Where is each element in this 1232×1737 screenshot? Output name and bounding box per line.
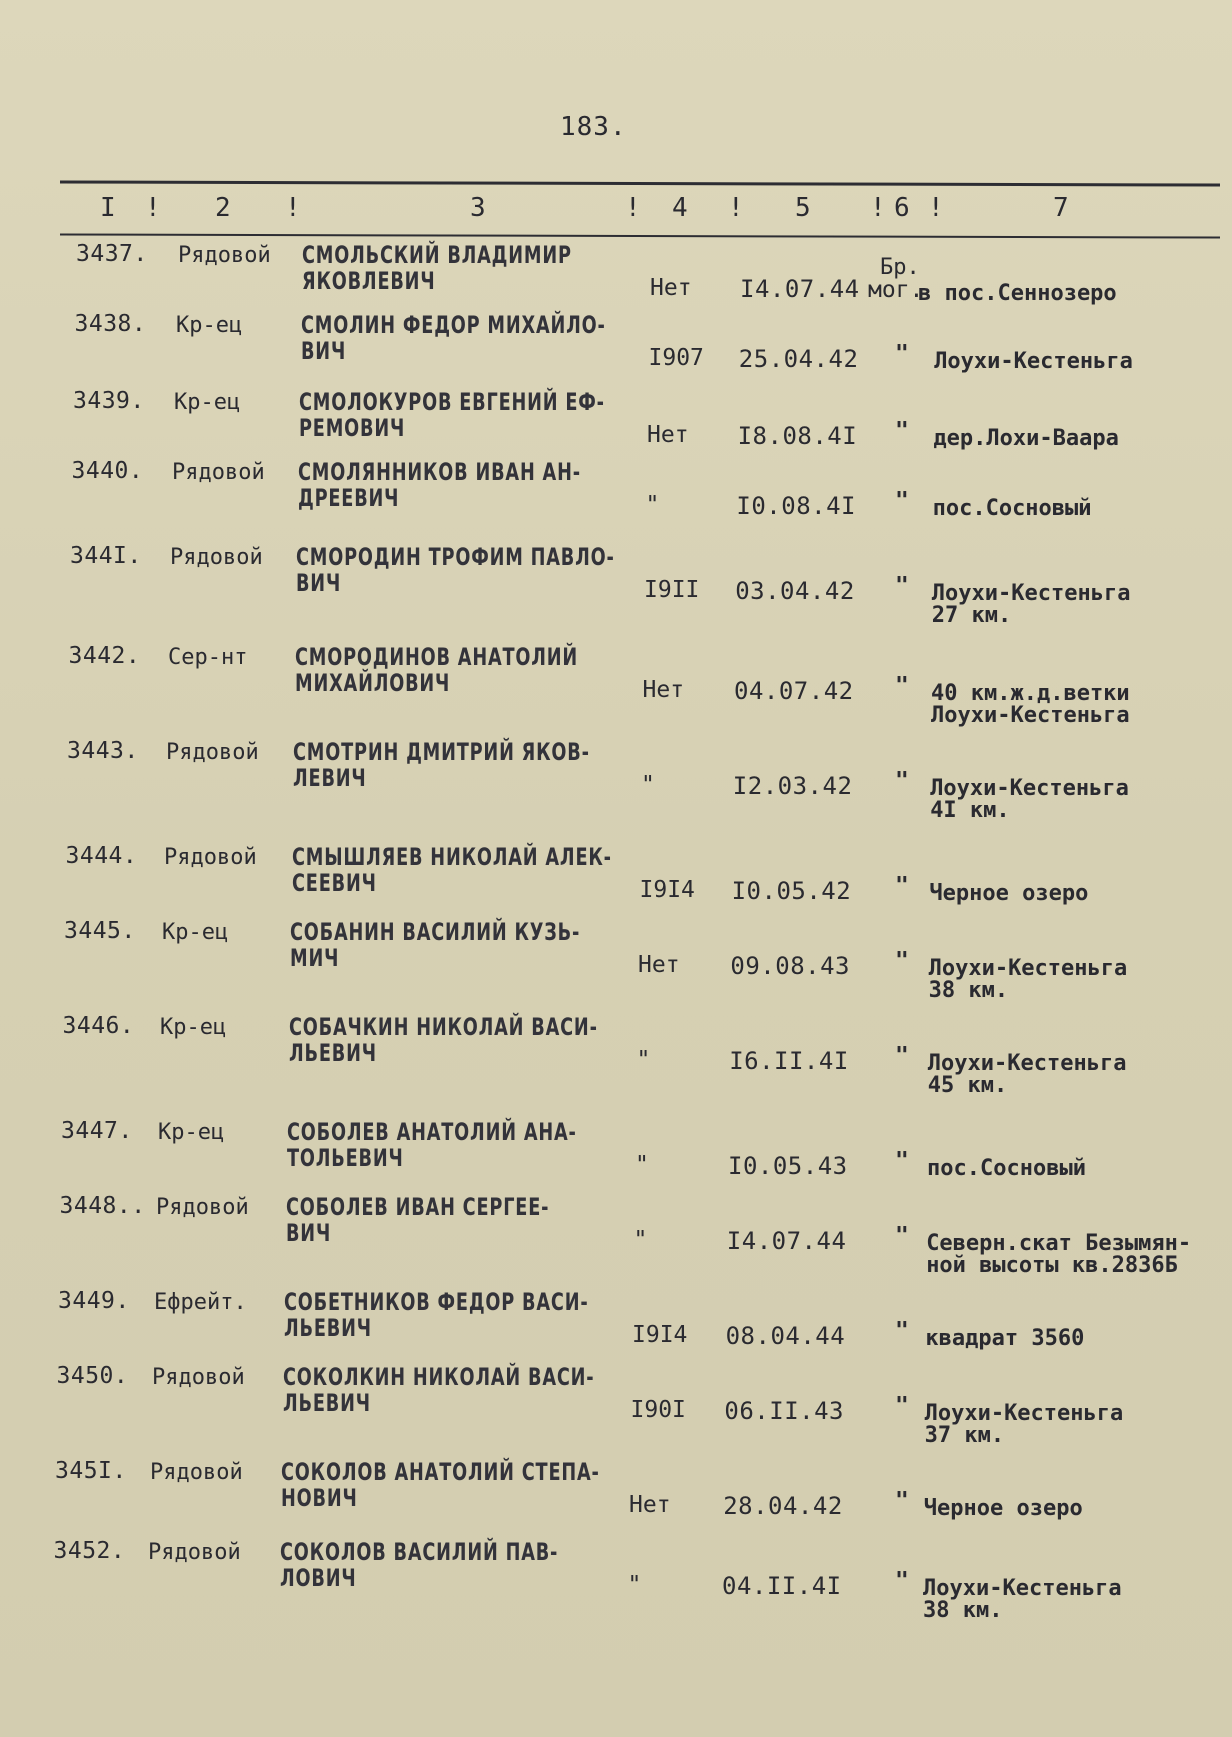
record-rank: Рядовой [152,1365,245,1390]
record-death-date: I6.II.4I [729,1047,849,1075]
record-rank: Рядовой [172,460,265,485]
record-burial-type: " [895,948,909,974]
record-row [0,313,1232,393]
record-burial-place: Черное озеро [929,881,1089,906]
record-death-date: I0.05.42 [731,877,852,905]
record-burial-place-line2: ной высоты кв.2836Б [926,1253,1178,1278]
record-name-line2: ВИЧ [285,1219,331,1247]
record-burial-type: " [895,1393,909,1419]
record-death-date: I0.05.43 [728,1152,848,1180]
record-row [0,738,1232,823]
column-separator: ! [728,193,744,223]
record-birth-year: Нет [642,677,685,703]
record-rank: Кр-ец [176,313,243,338]
record-birth-year: " [633,1227,648,1253]
record-rank: Сер-нт [168,645,248,670]
record-burial-type: " [895,418,909,444]
record-birth-year: " [627,1572,642,1598]
record-burial-place-line2: 38 км. [928,978,1009,1003]
record-name-line1: СОБОЛЕВ АНАТОЛИЙ АНА- [287,1118,577,1146]
record-burial-type: " [895,1568,909,1594]
record-name-line2: ДРЕЕВИЧ [297,484,399,512]
record-burial-type: " [895,1148,909,1174]
record-rank: Кр-ец [162,920,229,945]
record-death-date: 04.II.4I [722,1572,842,1600]
record-row [0,243,1232,323]
record-number: 3446. [62,1013,135,1039]
record-birth-year: Нет [647,422,689,448]
record-death-date: 04.07.42 [734,677,854,705]
record-number: 344I. [70,543,142,569]
record-burial-place: квадрат 3560 [925,1326,1085,1351]
record-name-line1: СМОЛЬСКИЙ ВЛАДИМИР [302,241,572,269]
record-name-line1: СОКОЛОВ АНАТОЛИЙ СТЕПА- [281,1458,600,1486]
record-number: 3448.. [59,1193,146,1219]
record-name-line1: СМОРОДИН ТРОФИМ ПАВЛО- [296,543,615,571]
record-birth-year: Нет [629,1492,671,1518]
record-row [0,460,1232,540]
column-separator: ! [870,193,886,223]
record-burial-type: " [895,1043,909,1069]
record-rank: Рядовой [156,1195,249,1220]
record-row [0,1013,1232,1098]
column-separator: ! [928,193,944,223]
record-name-line2: ЛЕВИЧ [293,764,367,792]
record-burial-type: " [895,768,909,794]
record-burial-place: в пос.Сеннозеро [918,281,1117,306]
record-name-line2: МИХАЙЛОВИЧ [294,669,450,697]
column-header-4: 4 [672,193,688,223]
record-burial-type: мог. [868,277,924,303]
record-row [0,1193,1232,1278]
column-header-2: 2 [215,193,231,223]
record-burial-type-prefix: Бр. [880,255,920,280]
record-number: 3445. [64,918,136,944]
page-number: 183. [560,112,627,142]
record-name-line2: РЕМОВИЧ [299,414,406,442]
record-number: 3440. [71,458,144,484]
column-separator: ! [285,193,301,223]
record-name-line1: СОКОЛОВ ВАСИЛИЙ ПАВ- [279,1538,558,1566]
record-name-line2: ЛЬЕВИЧ [288,1039,377,1067]
record-rank: Рядовой [178,243,271,268]
record-name-line2: ВИЧ [296,569,342,597]
record-death-date: I8.08.4I [737,422,858,450]
record-number: 3450. [56,1363,129,1389]
record-row [0,1120,1232,1200]
record-name-line1: СМОЛЯННИКОВ ИВАН АН- [297,458,581,486]
record-number: 3443. [67,738,139,764]
column-separator: ! [145,193,161,223]
record-burial-type: " [895,673,909,699]
record-birth-year: I9I4 [632,1322,688,1348]
column-separator: ! [625,193,641,223]
record-death-date: I4.07.44 [726,1227,847,1255]
record-birth-year: " [645,492,660,518]
record-name-line2: НОВИЧ [281,1484,358,1512]
record-birth-year: I90I [630,1397,686,1423]
record-number: 3438. [74,311,147,337]
record-burial-place: Лоухи-Кестеньга [930,776,1129,801]
record-name-line1: СМОЛОКУРОВ ЕВГЕНИЙ ЕФ- [299,388,605,416]
column-header-6: 6 [894,193,910,223]
record-name-line2: ВИЧ [300,337,346,365]
record-birth-year: Нет [638,952,680,978]
column-header-1: I [100,193,116,223]
record-rank: Рядовой [164,845,257,870]
record-name-line2: СЕЕВИЧ [291,869,377,897]
record-row [0,1460,1232,1540]
record-rank: Кр-ец [160,1015,227,1040]
record-row [0,643,1232,728]
record-number: 3437. [76,241,148,267]
record-burial-place: 40 км.ж.д.ветки [931,681,1130,706]
record-name-line2: ТОЛЬЕВИЧ [287,1144,404,1172]
header-bottom-rule [60,233,1220,238]
record-birth-year: I907 [648,345,704,371]
record-burial-type: " [895,341,909,367]
record-burial-type: " [895,1223,909,1249]
record-number: 345I. [55,1458,127,1484]
record-birth-year: I9II [644,577,700,603]
record-number: 3439. [73,388,145,414]
record-name-line1: СОКОЛКИН НИКОЛАЙ ВАСИ- [282,1363,594,1391]
record-row [0,543,1232,628]
record-number: 3444. [65,843,138,869]
record-burial-type: " [895,1318,909,1344]
record-death-date: I0.08.4I [736,492,856,520]
record-burial-place-line2: 38 км. [923,1598,1003,1623]
record-birth-year: I9I4 [639,877,695,903]
record-birth-year: " [636,1047,651,1073]
record-burial-place: пос.Сосновый [927,1156,1086,1181]
record-rank: Рядовой [150,1460,243,1485]
record-number: 3452. [53,1538,126,1564]
record-row [0,845,1232,925]
record-burial-type: " [895,573,909,599]
record-row [0,390,1232,470]
record-burial-place: Северн.скат Безымян- [926,1231,1192,1256]
record-birth-year: Нет [650,275,692,301]
record-burial-place: дер.Лохи-Ваара [933,426,1119,451]
record-burial-place-line2: Лоухи-Кестеньга [931,703,1130,728]
record-row [0,918,1232,1003]
record-burial-place: Лоухи-Кестеньга [931,581,1131,606]
record-number: 3449. [58,1288,130,1314]
record-burial-type: " [895,1488,909,1514]
record-name-line2: ЛОВИЧ [279,1564,356,1592]
record-name-line2: ЛЬЕВИЧ [282,1389,371,1417]
record-death-date: 25.04.42 [738,345,859,373]
record-name-line2: ЛЬЕВИЧ [284,1314,372,1342]
record-name-line1: СМОЛИН ФЕДОР МИХАЙЛО- [300,311,606,339]
record-death-date: I2.03.42 [732,772,853,800]
record-burial-place: Лоухи-Кестеньга [934,349,1133,374]
record-death-date: I4.07.44 [740,275,860,303]
record-number: 3442. [68,643,141,669]
record-name-line1: СОБОЛЕВ ИВАН СЕРГЕЕ- [285,1193,549,1221]
record-name-line1: СМОРОДИНОВ АНАТОЛИЙ [294,643,578,671]
record-burial-place: Лоухи-Кестеньга [923,1576,1122,1601]
record-rank: Кр-ец [158,1120,225,1145]
record-row [0,1363,1232,1448]
record-name-line1: СМОТРИН ДМИТРИЙ ЯКОВ- [293,738,590,766]
column-header-5: 5 [795,193,811,223]
record-death-date: 06.II.43 [724,1397,844,1425]
record-death-date: 28.04.42 [723,1492,843,1520]
record-burial-place: Черное озеро [923,1496,1083,1521]
record-name-line1: СОБЕТНИКОВ ФЕДОР ВАСИ- [284,1288,589,1316]
record-name-line1: СОБАНИН ВАСИЛИЙ КУЗЬ- [290,918,581,946]
record-burial-place: Лоухи-Кестеньга [927,1051,1127,1076]
record-burial-place-line2: 4I км. [930,798,1010,823]
record-birth-year: " [641,772,655,798]
record-rank: Рядовой [148,1540,241,1565]
record-burial-place: Лоухи-Кестеньга [924,1401,1124,1426]
record-row [0,1290,1232,1370]
record-rank: Ефрейт. [154,1290,247,1315]
record-row [0,1538,1232,1623]
record-burial-type: " [895,873,909,899]
record-name-line2: МИЧ [290,944,340,972]
record-number: 3447. [61,1118,133,1144]
record-rank: Кр-ец [174,390,241,415]
record-name-line2: ЯКОВЛЕВИЧ [302,267,436,295]
record-death-date: 08.04.44 [725,1322,846,1350]
record-rank: Рядовой [166,740,259,765]
record-name-line1: СОБАЧКИН НИКОЛАЙ ВАСИ- [288,1013,598,1041]
record-burial-place-line2: 45 км. [927,1073,1008,1098]
record-burial-type: " [895,488,909,514]
record-burial-place-line2: 37 км. [924,1423,1005,1448]
column-header-7: 7 [1053,193,1069,223]
record-rank: Рядовой [170,545,263,570]
record-name-line1: СМЫШЛЯЕВ НИКОЛАЙ АЛЕК- [291,843,612,871]
record-death-date: 03.04.42 [735,577,855,605]
record-burial-place: пос.Сосновый [932,496,1092,521]
record-burial-place: Лоухи-Кестеньга [928,956,1128,981]
column-header-3: 3 [470,193,486,223]
header-top-rule [60,180,1220,186]
record-death-date: 09.08.43 [730,952,850,980]
column-header-row [60,193,1220,229]
record-birth-year: " [635,1152,649,1178]
record-burial-place-line2: 27 км. [931,603,1012,628]
